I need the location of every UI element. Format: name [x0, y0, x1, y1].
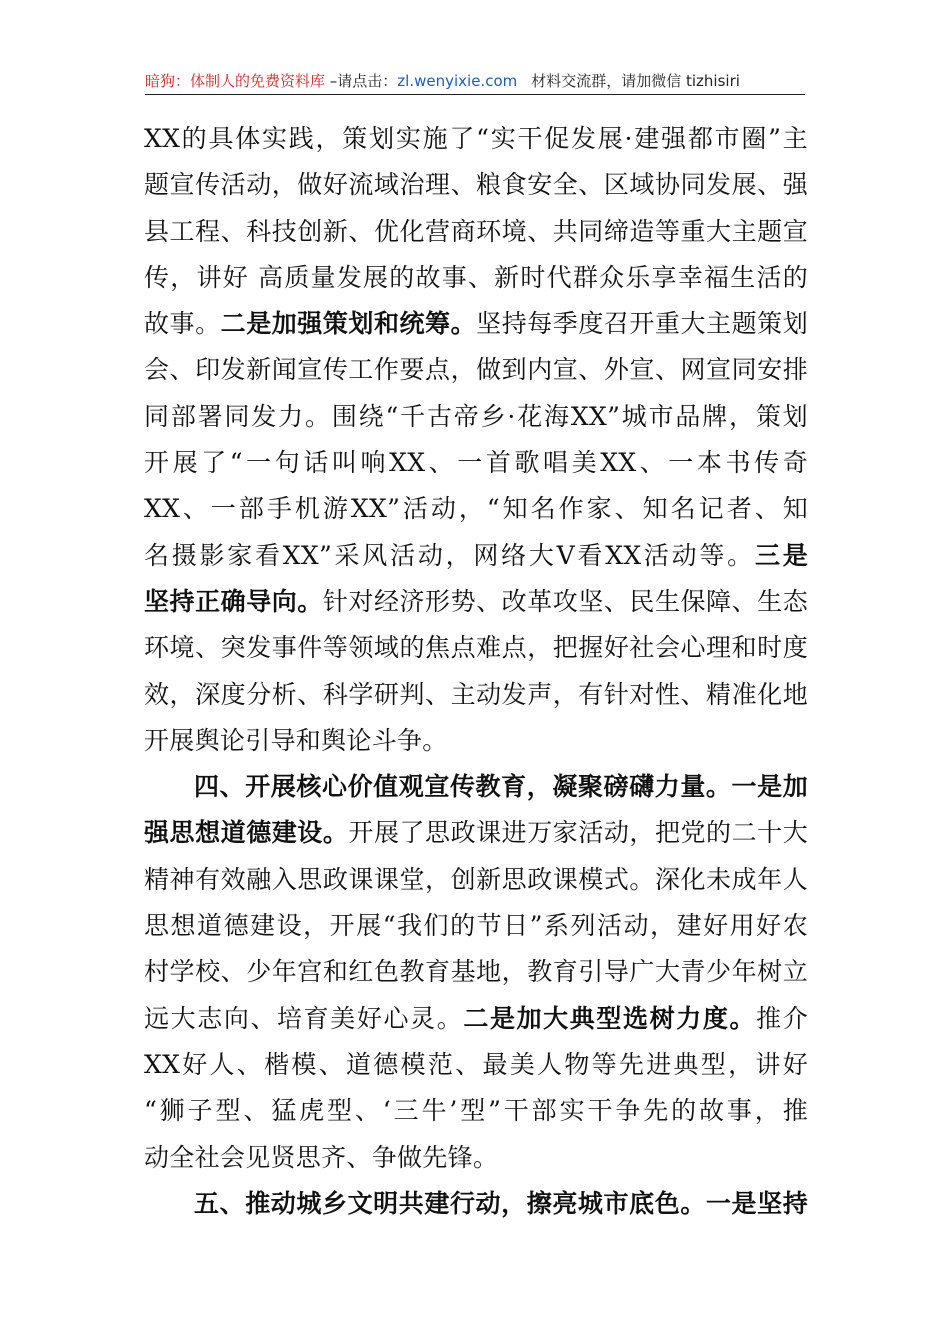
text-run: 效，深度分析、科学研判、主动发声，有针对性、精准化地: [144, 679, 808, 709]
header-prompt: –请点击：: [325, 72, 398, 90]
bold-text-run: 坚持正确导向。: [144, 586, 323, 616]
text-run: 传，讲好 高质量发展的故事、新时代群众乐享幸福生活的: [144, 262, 808, 292]
bold-text-run: 强思想道德建设。: [144, 818, 349, 848]
bold-text-run: 三是: [754, 540, 808, 570]
document-body: [144, 116, 808, 1227]
text-run: 坚持每季度召开重大主题策划: [476, 309, 809, 339]
text-run: 开展了“一句话叫响XX、一首歌唱美XX、一本书传奇: [144, 448, 808, 478]
text-line: [144, 116, 808, 162]
text-line: [144, 996, 808, 1042]
text-line: [144, 533, 808, 579]
text-run: “狮子型、猛虎型、‘三牛’型”干部实干争先的故事，推: [144, 1096, 808, 1126]
text-run: 开展了思政课进万家活动，把党的二十大: [348, 818, 808, 848]
text-run: 开展舆论引导和舆论斗争。: [144, 725, 448, 755]
bold-text-run: 四、开展核心价值观宣传教育，凝聚磅礴力量。一是加: [194, 772, 808, 802]
text-line: [144, 857, 808, 903]
text-line: [144, 162, 808, 208]
page-header: [145, 68, 805, 95]
text-line: [144, 486, 808, 532]
text-line: [144, 903, 808, 949]
text-line: [144, 579, 808, 625]
text-run: 针对经济形势、改革攻坚、民生保障、生态: [322, 586, 809, 616]
text-run: 动全社会见贤思齐、争做先锋。: [144, 1142, 499, 1172]
text-run: XX的具体实践，策划实施了“实干促发展·建强都市圈”主: [144, 124, 808, 153]
bold-text-run: 二是加强策划和统筹。: [220, 309, 477, 339]
text-run: 村学校、少年宫和红色教育基地，教育引导广大青少年树立: [144, 957, 808, 987]
text-line: [144, 1042, 808, 1088]
text-line: [144, 440, 808, 486]
text-line: [144, 672, 808, 718]
text-line: [144, 209, 808, 255]
text-line: [144, 1135, 808, 1181]
text-line: [144, 718, 808, 764]
text-line: [144, 764, 808, 810]
header-brand: 暗狗：体制人的免费资料库: [145, 72, 326, 90]
text-line: [144, 255, 808, 301]
text-line: [144, 625, 808, 671]
bold-text-run: 五、推动城乡文明共建行动，擦亮城市底色。一是坚持: [194, 1188, 808, 1218]
text-run: 远大志向、培育美好心灵。: [144, 1003, 464, 1033]
text-line: [144, 949, 808, 995]
header-link[interactable]: zl.wenyixie.com: [397, 72, 518, 90]
text-run: 同部署同发力。围绕“千古帝乡·花海XX”城市品牌，策划: [144, 401, 808, 431]
text-line: [144, 810, 808, 856]
bold-text-run: 二是加大典型选树力度。: [463, 1003, 757, 1033]
text-run: 推介: [756, 1003, 808, 1033]
text-run: XX、一部手机游XX”活动，“知名作家、知名记者、知: [144, 494, 808, 524]
text-run: 题宣传活动，做好流域治理、粮食安全、区域协同发展、强: [144, 170, 808, 200]
text-line: [144, 347, 808, 393]
text-run: 会、印发新闻宣传工作要点，做到内宣、外宣、网宣同安排: [144, 355, 808, 385]
text-line: [144, 1088, 808, 1134]
text-run: 故事。: [144, 309, 221, 339]
text-line: [144, 394, 808, 440]
text-line: [144, 1181, 808, 1227]
text-run: XX好人、楷模、道德模范、最美人物等先进典型，讲好: [144, 1049, 808, 1079]
text-line: [144, 301, 808, 347]
text-run: 思想道德建设，开展“我们的节日”系列活动，建好用好农: [144, 911, 808, 941]
text-run: 县工程、科技创新、优化营商环境、共同缔造等重大主题宣: [144, 216, 808, 246]
text-run: 环境、突发事件等领域的焦点难点，把握好社会心理和时度: [144, 633, 808, 663]
header-contact: 材料交流群，请加微信 tizhisiri: [531, 72, 740, 90]
text-run: 精神有效融入思政课课堂，创新思政课模式。深化未成年人: [144, 864, 808, 894]
text-run: 名摄影家看XX”采风活动，网络大V看XX活动等。: [144, 540, 755, 570]
